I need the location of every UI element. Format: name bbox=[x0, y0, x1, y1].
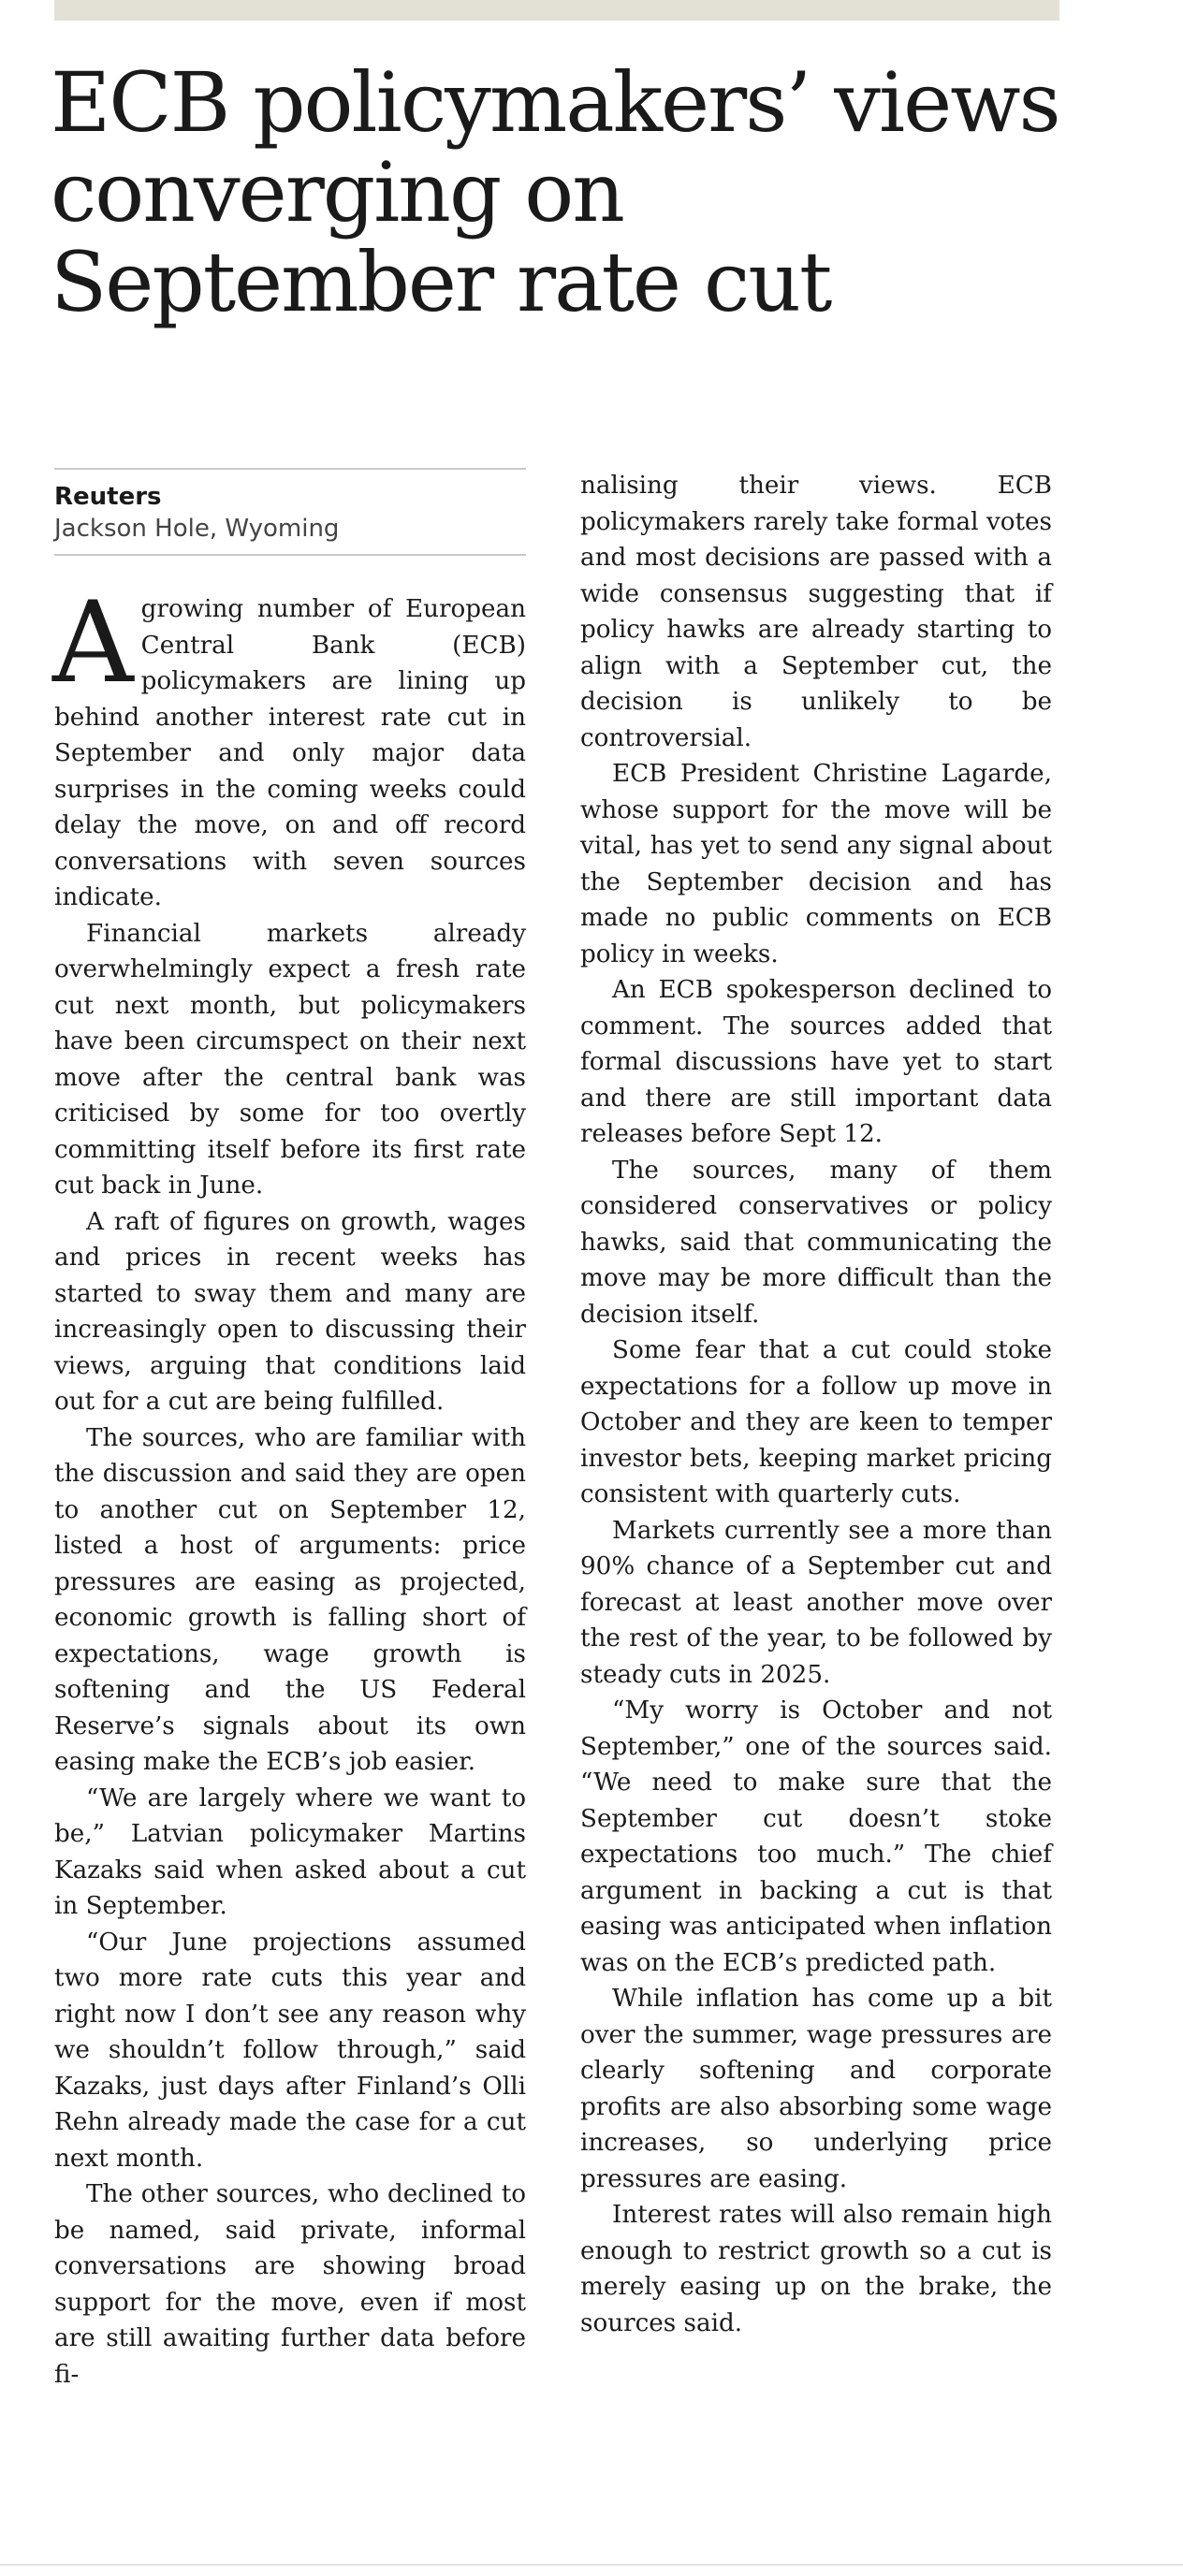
top-decorative-band bbox=[54, 0, 1059, 21]
article-paragraph: The sources, who are familiar with the discussion and said they are open to another cut on September 12, listed a host of arguments: price pressures are easing as projected, economic growth is falling short of expectations, wage growth is softening and the US Federal Reserve’s signals about its own easing make the ECB’s job easier. bbox=[54, 1423, 526, 1776]
byline bbox=[54, 468, 526, 556]
drop-cap: A bbox=[52, 578, 134, 708]
article-paragraph: ECB President Christine Lagarde, whose support for the move will be vital, has yet to send any signal about the September decision and has made no public comments on ECB policy in weeks. bbox=[580, 760, 1052, 968]
article-paragraph: Interest rates will also remain high enough to restrict growth so a cut is merely easing up on the brake, the sources said. bbox=[580, 2201, 1052, 2337]
bottom-divider bbox=[0, 2564, 1183, 2566]
article-paragraph: Markets currently see a more than 90% chance of a September cut and forecast at least another move over the rest of the year, to be followed by steady cuts in 2025. bbox=[580, 1516, 1052, 1689]
byline-source: Reuters bbox=[54, 483, 162, 511]
article-paragraph: “My worry is October and not September,” one of the sources said. “We need to make sure that the September cut doesn’t stoke expectations too much.” The chief argument in backing a cut is that easing was anticipated when inflation was on the ECB’s predicted path. bbox=[580, 1696, 1052, 1977]
article-paragraph: “Our June projections assumed two more rate cuts this year and right now I don’t see any reason why we shouldn’t follow through,” said Kazaks, just days after Finland’s Olli Rehn already made the case for a cut next month. bbox=[54, 1928, 526, 2173]
article-column-left bbox=[54, 468, 526, 2393]
article-headline: ECB policymakers’ views converging on September rate cut bbox=[51, 54, 1059, 330]
article-paragraph: While inflation has come up a bit over the summer, wage pressures are clearly softening and corporate profits are also absorbing some wage increases, so underlying price pressures are easing. bbox=[580, 1985, 1052, 2193]
article-paragraph: A raft of figures on growth, wages and prices in recent weeks has started to sway them and many are increasingly open to discussing their views, arguing that conditions laid out for a cut are being fulfilled. bbox=[54, 1207, 526, 1416]
paragraph-text: growing number of European Central Bank (ECB) policymakers are lining up behind another interest rate cut in September and only major data surprises in the coming weeks could delay the move, on and off record conversations with seven sources indicate. bbox=[54, 595, 526, 911]
article-paragraph: Financial markets already overwhelmingly expect a fresh rate cut next month, but policymakers have been circumspect on their next move after the central bank was criticised by some for too overtly committing itself before its first rate cut back in June. bbox=[54, 919, 526, 1200]
article-paragraph bbox=[52, 578, 526, 916]
article-paragraph: “We are largely where we want to be,” Latvian policymaker Martins Kazaks said when asked about a cut in September. bbox=[54, 1783, 526, 1920]
article-paragraph: An ECB spokesperson declined to comment. The sources added that formal discussions have yet to start and there are still important data releases before Sept 12. bbox=[580, 976, 1052, 1148]
article-paragraph: Some fear that a cut could stoke expectations for a follow up move in October and they are keen to temper investor bets, keeping market pricing consistent with quarterly cuts. bbox=[580, 1336, 1052, 1508]
article-paragraph: nalising their views. ECB policymakers rarely take formal votes and most decisions are passed with a wide consensus suggesting that if policy hawks are already starting to align with a September cut, the decision is unlikely to be controversial. bbox=[580, 472, 1052, 752]
article-paragraph: The sources, many of them considered conservatives or policy hawks, said that communicating the move may be more difficult than the decision itself. bbox=[580, 1156, 1052, 1329]
article-paragraph: The other sources, who declined to be named, said private, informal conversations are showing broad support for the move, even if most are still awaiting further data before fi- bbox=[54, 2180, 526, 2389]
byline-location: Jackson Hole, Wyoming bbox=[54, 515, 340, 543]
article-column-right bbox=[580, 468, 1052, 2341]
